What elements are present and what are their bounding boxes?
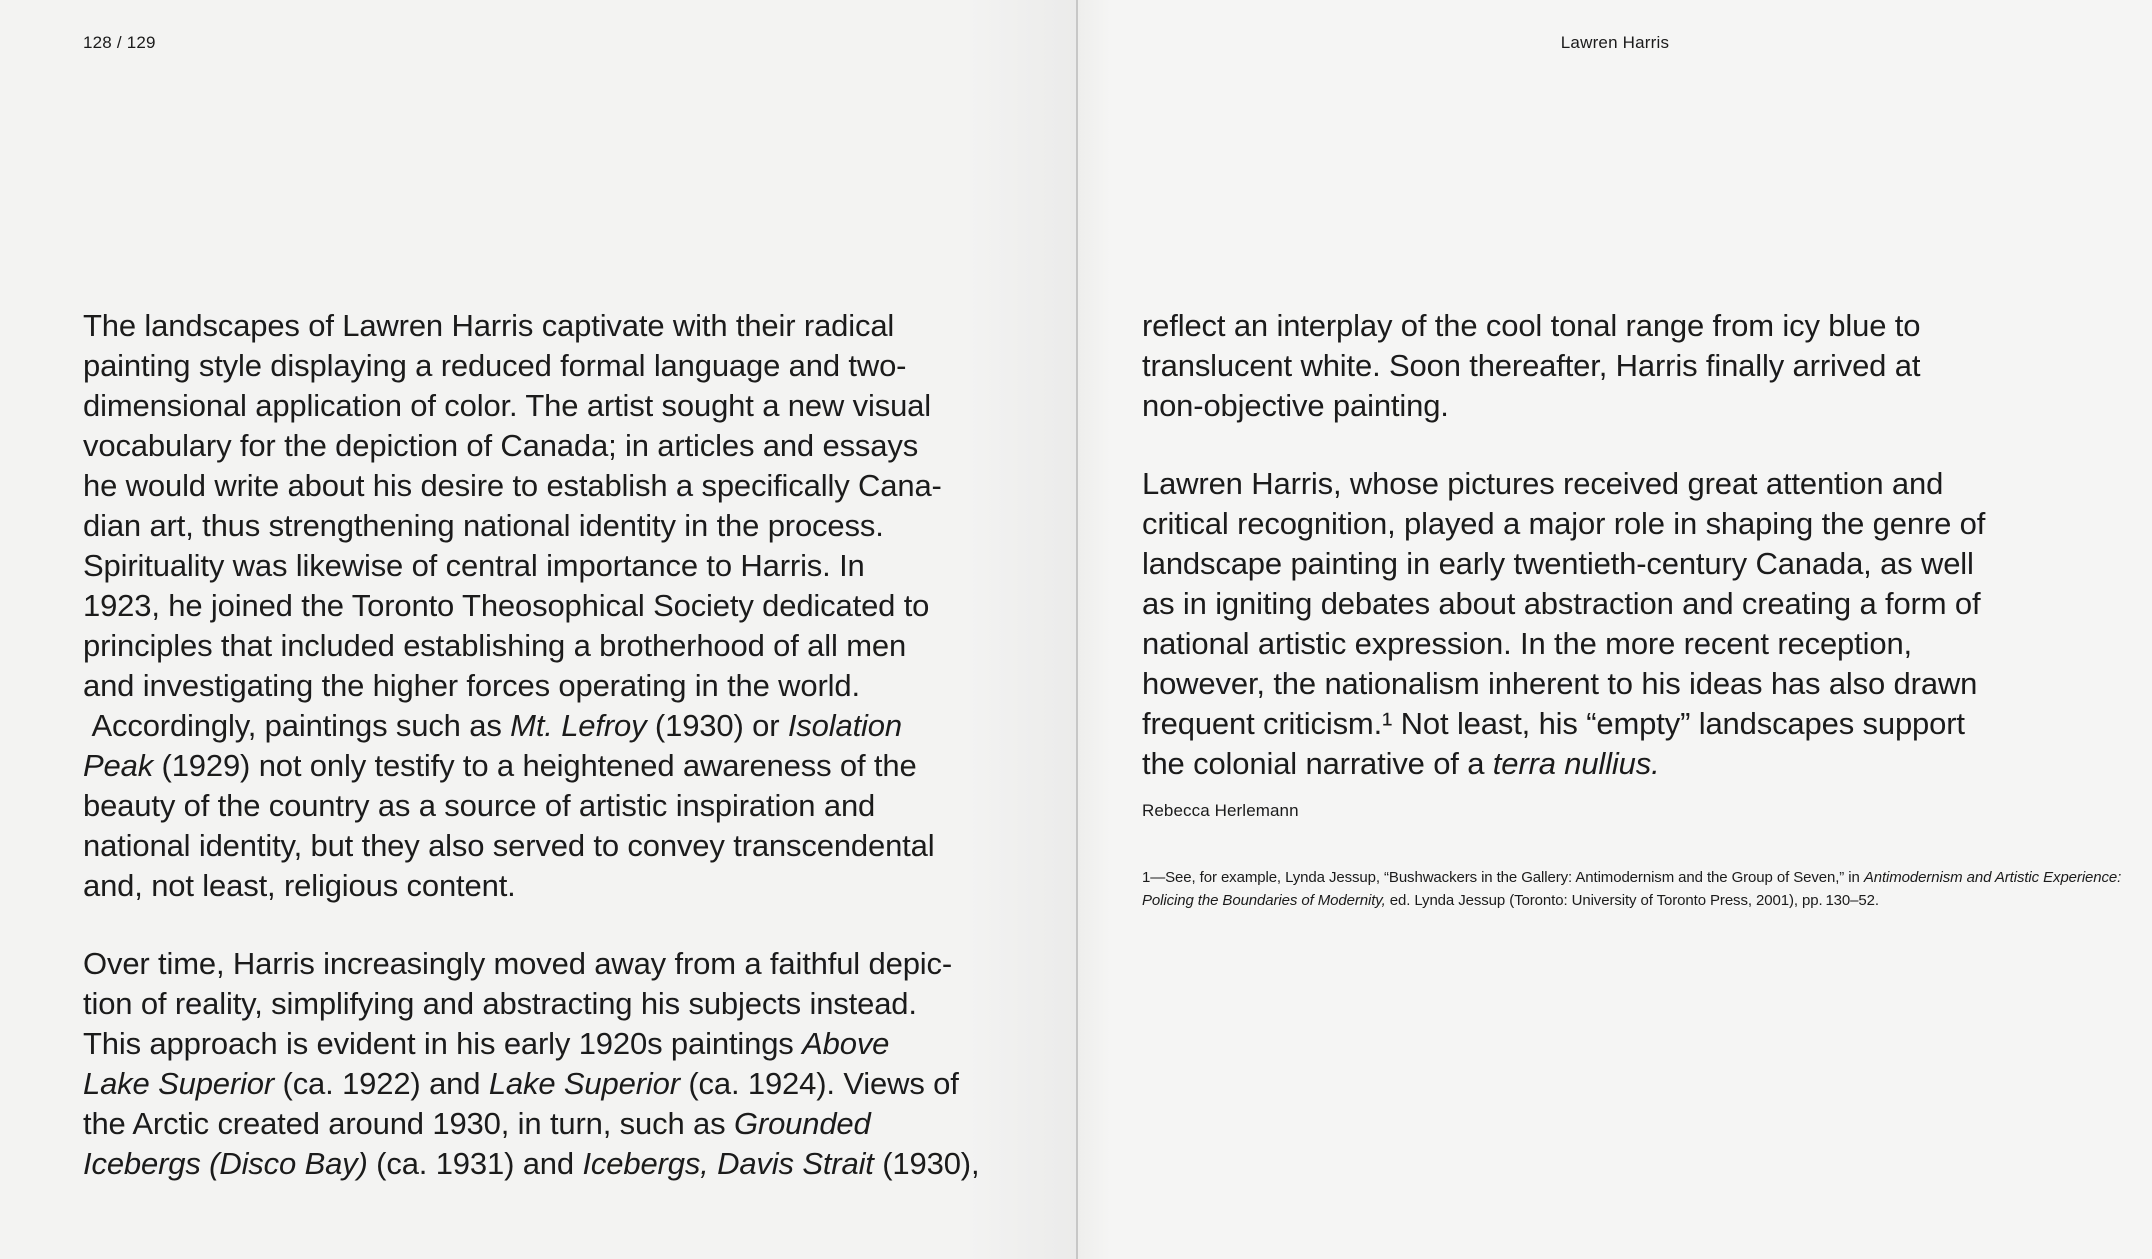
text-line: as in igniting debates about abstraction and creating a form of bbox=[1142, 586, 1981, 621]
text-line: and, not least, religious content. bbox=[83, 868, 516, 903]
paragraph bbox=[1142, 306, 2147, 426]
text-line: landscape painting in early twentieth-century Canada, as well bbox=[1142, 546, 1974, 581]
text-line: frequent criticism.¹ Not least, his “empty” landscapes support bbox=[1142, 706, 1965, 741]
paragraph bbox=[1142, 464, 2147, 784]
text-line: tion of reality, simplifying and abstracting his subjects instead. bbox=[83, 986, 917, 1021]
running-header: Lawren Harris bbox=[1560, 33, 1670, 52]
body-text-right bbox=[1142, 306, 2147, 912]
text-line: painting style displaying a reduced formal language and two- bbox=[83, 348, 907, 383]
text-line: 1—See, for example, Lynda Jessup, “Bushwackers in the Gallery: Antimodernism and the Group of Seven,” in Antimodernism and Artistic Experience: bbox=[1142, 869, 2122, 886]
text-line: he would write about his desire to establish a specifically Cana- bbox=[83, 468, 942, 503]
paragraph bbox=[83, 306, 1073, 906]
text-line: beauty of the country as a source of artistic inspiration and bbox=[83, 788, 876, 823]
text-line: This approach is evident in his early 1920s paintings Above bbox=[83, 1026, 890, 1061]
text-line: Lawren Harris, whose pictures received great attention and bbox=[1142, 466, 1944, 501]
text-line: Accordingly, paintings such as Mt. Lefroy (1930) or Isolation bbox=[83, 708, 902, 743]
text-line: reflect an interplay of the cool tonal range from icy blue to bbox=[1142, 308, 1921, 343]
text-line: 1923, he joined the Toronto Theosophical Society dedicated to bbox=[83, 588, 930, 623]
text-line: Policing the Boundaries of Modernity, ed. Lynda Jessup (Toronto: University of Toronto Press, 2001), pp. 130–52. bbox=[1142, 892, 1879, 909]
text-line: Peak (1929) not only testify to a heightened awareness of the bbox=[83, 748, 917, 783]
text-line: dian art, thus strengthening national identity in the process. bbox=[83, 508, 884, 543]
text-line: Over time, Harris increasingly moved away from a faithful depic- bbox=[83, 946, 953, 981]
text-line: and investigating the higher forces operating in the world. bbox=[83, 668, 860, 703]
text-line: national identity, but they also served to convey transcendental bbox=[83, 828, 935, 863]
text-line: Spirituality was likewise of central importance to Harris. In bbox=[83, 548, 865, 583]
text-line: national artistic expression. In the more recent reception, bbox=[1142, 626, 1912, 661]
text-line: the colonial narrative of a terra nullius. bbox=[1142, 746, 1660, 781]
text-line: critical recognition, played a major role in shaping the genre of bbox=[1142, 506, 1986, 541]
author-name: Rebecca Herlemann bbox=[1142, 801, 1299, 820]
body-text-left bbox=[83, 306, 1073, 1184]
text-line: Icebergs (Disco Bay) (ca. 1931) and Icebergs, Davis Strait (1930), bbox=[83, 1146, 980, 1181]
paragraph bbox=[83, 944, 1073, 1184]
text-line: the Arctic created around 1930, in turn, such as Grounded bbox=[83, 1106, 871, 1141]
text-line: vocabulary for the depiction of Canada; in articles and essays bbox=[83, 428, 919, 463]
text-line: Lake Superior (ca. 1922) and Lake Superior (ca. 1924). Views of bbox=[83, 1066, 959, 1101]
text-line: non-objective painting. bbox=[1142, 388, 1449, 423]
footnote bbox=[1142, 866, 2147, 912]
page-right bbox=[1078, 0, 2152, 1259]
text-line: principles that included establishing a brotherhood of all men bbox=[83, 628, 907, 663]
text-line: dimensional application of color. The artist sought a new visual bbox=[83, 388, 931, 423]
page-number: 128 / 129 bbox=[83, 33, 156, 52]
text-line: however, the nationalism inherent to his ideas has also drawn bbox=[1142, 666, 1978, 701]
text-line: translucent white. Soon thereafter, Harris finally arrived at bbox=[1142, 348, 1921, 383]
text-line: The landscapes of Lawren Harris captivate with their radical bbox=[83, 308, 895, 343]
